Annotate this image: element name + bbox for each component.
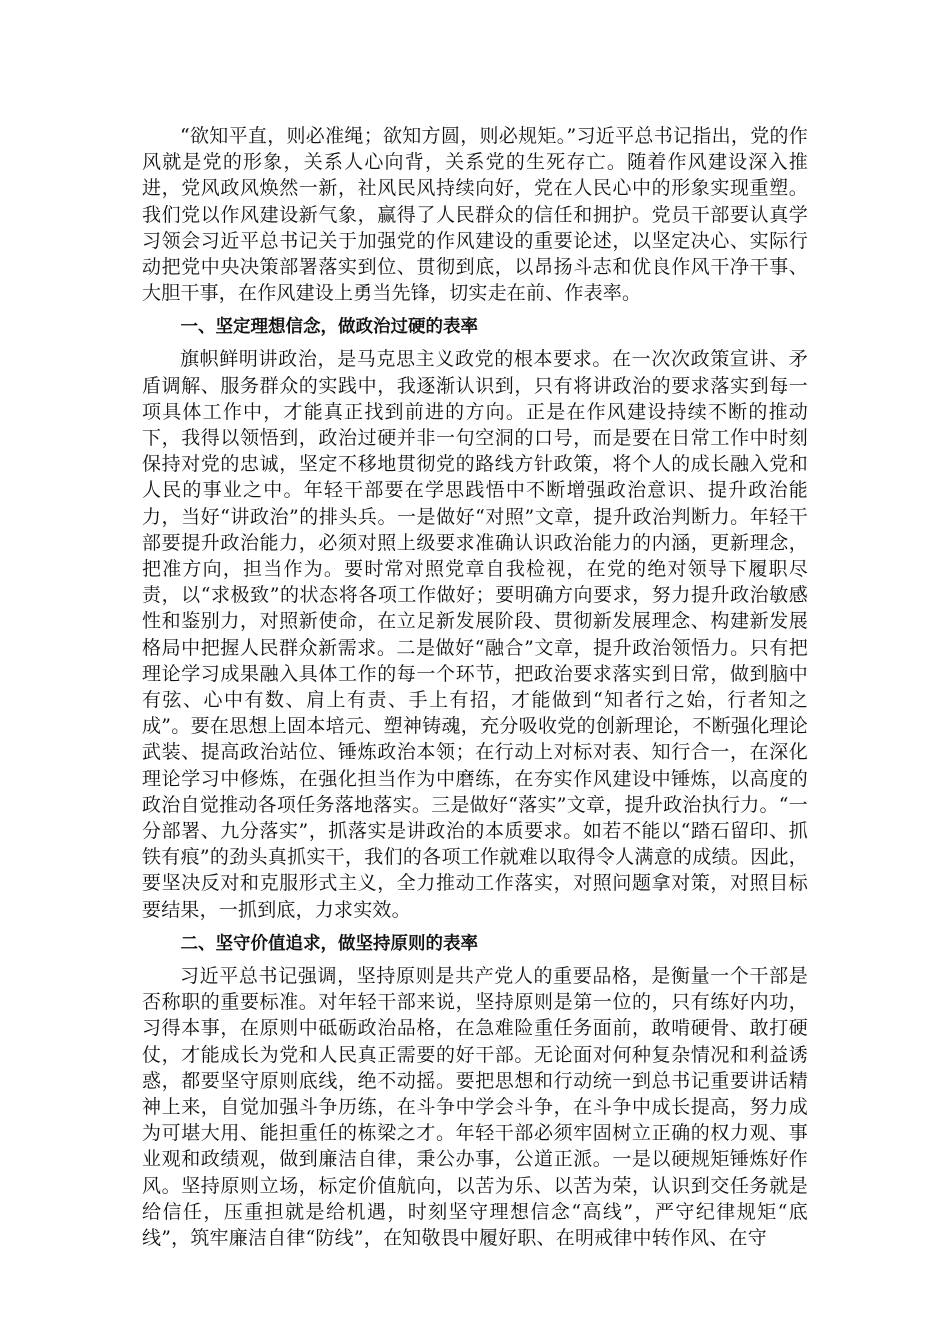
section-2-heading: 二、坚守价值追求，做坚持原则的表率 bbox=[180, 933, 478, 954]
document-page bbox=[142, 123, 808, 1251]
section-1-paragraph: 旗帜鲜明讲政治，是马克思主义政党的根本要求。在一次次政策宣讲、矛盾调解、服务群众的实践中，我逐渐认识到，只有将讲政治的要求落实到每一项具体工作中，才能真正找到前进的方向。正是在作风建设持续不断的推动下，我得以领悟到，政治过硬并非一句空洞的口号，而是要在日常工作中时刻保持对党的忠诚，坚定不移地贯彻党的路线方针政策，将个人的成长融入党和人民的事业之中。年轻干部要在学思践悟中不断增强政治意识、提升政治能力，当好“讲政治”的排头兵。一是做好“对照”文章，提升政治判断力。年轻干部要提升政治能力，必须对照上级要求准确认识政治能力的内涵，更新理念，把准方向，担当作为。要时常对照党章自我检视，在党的绝对领导下履职尽责，以“求极致”的状态将各项工作做好；要明确方向要求，努力提升政治敏感性和鉴别力，对照新使命，在立足新发展阶段、贯彻新发展理念、构建新发展格局中把握人民群众新需求。二是做好“融合”文章，提升政治领悟力。只有把理论学习成果融入具体工作的每一个环节，把政治要求落实到日常，做到脑中有弦、心中有数、肩上有责、手上有招，才能做到“知者行之始，行者知之成”。要在思想上固本培元、塑神铸魂，充分吸收党的创新理论，不断强化理论武装、提高政治站位、锤炼政治本领；在行动上对标对表、知行合一，在深化理论学习中修炼，在强化担当作为中磨练，在夯实作风建设中锤炼，以高度的政治自觉推动各项任务落地落实。三是做好“落实”文章，提升政治执行力。“一分部署、九分落实”，抓落实是讲政治的本质要求。如若不能以“踏石留印、抓铁有痕”的劲头真抓实干，我们的各项工作就难以取得令人满意的成绩。因此，要坚决反对和克服形式主义，全力推动工作落实，对照问题拿对策，对照目标要结果，一抓到底，力求实效。 bbox=[142, 348, 808, 921]
section-1-heading: 一、坚定理想信念，做政治过硬的表率 bbox=[180, 317, 478, 338]
section-2-paragraph: 习近平总书记强调，坚持原则是共产党人的重要品格，是衡量一个干部是否称职的重要标准。对年轻干部来说，坚持原则是第一位的，只有练好内功，习得本事，在原则中砥砺政治品格，在急难险重任务面前，敢啃硬骨、敢打硬仗，才能成长为党和人民真正需要的好干部。无论面对何种复杂情况和利益诱惑，都要坚守原则底线，绝不动摇。要把思想和行动统一到总书记重要讲话精神上来，自觉加强斗争历练，在斗争中学会斗争，在斗争中成长提高，努力成为可堪大用、能担重任的栋梁之才。年轻干部必须牢固树立正确的权力观、事业观和政绩观，做到廉洁自律，秉公办事，公道正派。一是以硬规矩锤炼好作风。坚持原则立场，标定价值航向，以苦为乐、以苦为荣，认识到交任务就是给信任，压重担就是给机遇，时刻坚守理想信念“高线”，严守纪律规矩“底线”，筑牢廉洁自律“防线”，在知敬畏中履好职、在明戒律中转作风、在守 bbox=[142, 964, 808, 1249]
intro-paragraph: “欲知平直，则必准绳；欲知方圆，则必规矩。”习近平总书记指出，党的作风就是党的形象，关系人心向背，关系党的生死存亡。随着作风建设深入推进，党风政风焕然一新，社风民风持续向好，党在人民心中的形象实现重塑。我们党以作风建设新气象，赢得了人民群众的信任和拥护。党员干部要认真学习领会习近平总书记关于加强党的作风建设的重要论述，以坚定决心、实际行动把党中央决策部署落实到位、贯彻到底，以昂扬斗志和优良作风干净干事、大胆干事，在作风建设上勇当先锋，切实走在前、作表率。 bbox=[142, 125, 808, 305]
